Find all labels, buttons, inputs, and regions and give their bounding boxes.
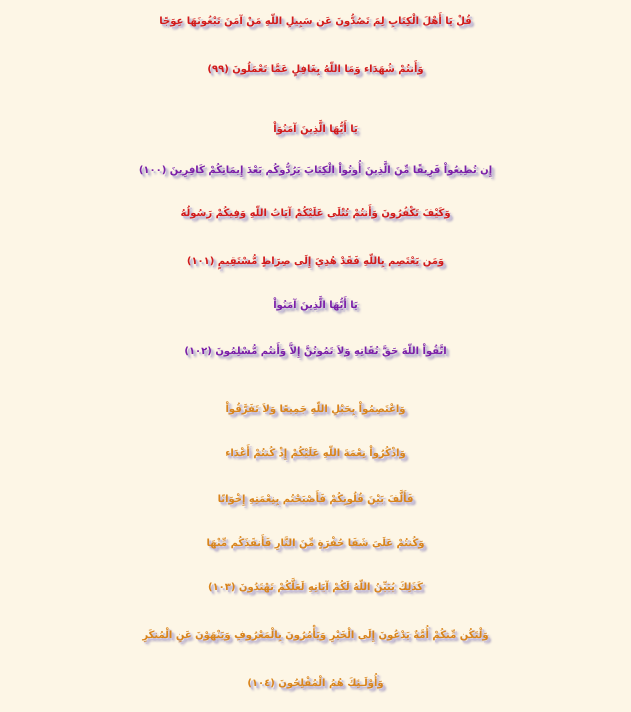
verse-line-14: وَلْتَكُن مِّنكُمْ أُمَّةٌ يَدْعُونَ إِلَى الْخَيْرِ وَيَأْمُرُونَ بِالْمَعْرُوفِ وَيَنْهَوْنَ عَنِ الْمُنكَرِ <box>142 630 489 641</box>
verse-line-13: كَذَلِكَ يُبَيِّنُ اللّهُ لَكُمْ آيَاتِهِ لَعَلَّكُمْ تَهْتَدُونَ (١٠٣) <box>207 582 423 593</box>
verse-line-11: فَأَلَّفَ بَيْنَ قُلُوبِكُمْ فَأَصْبَحْتُم بِنِعْمَتِهِ إِخْوَانًا <box>217 494 414 505</box>
verse-line-7: يَا أَيُّهَا الَّذِينَ آمَنُواْ <box>273 300 358 311</box>
verse-line-8: اتَّقُواْ اللّهَ حَقَّ تُقَاتِهِ وَلاَ تَمُوتُنَّ إِلاَّ وَأَنتُم مُّسْلِمُونَ (١٠٢) <box>184 346 447 357</box>
verse-line-10: وَاذْكُرُواْ نِعْمَةَ اللّهِ عَلَيْكُمْ إِذْ كُنتُمْ أَعْدَاء <box>225 448 406 459</box>
verse-line-3: يَا أَيُّهَا الَّذِينَ آمَنُوَاْ <box>273 124 358 135</box>
verse-line-1: قُلْ يَا أَهْلَ الْكِتَابِ لِمَ تَصُدُّونَ عَن سَبِيلِ اللّهِ مَنْ آمَنَ تَبْغُونَهَا عِوَجًا <box>159 16 472 27</box>
verse-line-5: وَكَيْفَ تَكْفُرُونَ وَأَنتُمْ تُتْلَى عَلَيْكُمْ آيَاتُ اللّهِ وَفِيكُمْ رَسُولُهُ <box>180 208 451 219</box>
verse-line-9: وَاعْتَصِمُواْ بِحَبْلِ اللّهِ جَمِيعًا وَلاَ تَفَرَّقُواْ <box>225 404 406 415</box>
verse-line-12: وَكُنتُمْ عَلَىَ شَفَا حُفْرَةٍ مِّنَ النَّارِ فَأَنقَذَكُم مِّنْهَا <box>206 538 425 549</box>
verse-line-4: إِن تُطِيعُواْ فَرِيقًا مِّنَ الَّذِينَ أُوتُواْ الْكِتَابَ يَرُدُّوكُم بَعْدَ إِيمَانِكُمْ كَافِرِينَ (١٠٠) <box>138 165 493 176</box>
verse-line-6: وَمَن يَعْتَصِم بِاللّهِ فَقَدْ هُدِيَ إِلَى صِرَاطٍ مُّسْتَقِيمٍ (١٠١) <box>186 256 445 267</box>
verse-line-2: وَأَنتُمْ شُهَدَاء وَمَا اللّهُ بِغَافِلٍ عَمَّا تَعْمَلُونَ (٩٩) <box>207 64 424 75</box>
verse-line-15: وَأُوْلَـئِكَ هُمُ الْمُفْلِحُونَ (١٠٤) <box>247 678 384 689</box>
